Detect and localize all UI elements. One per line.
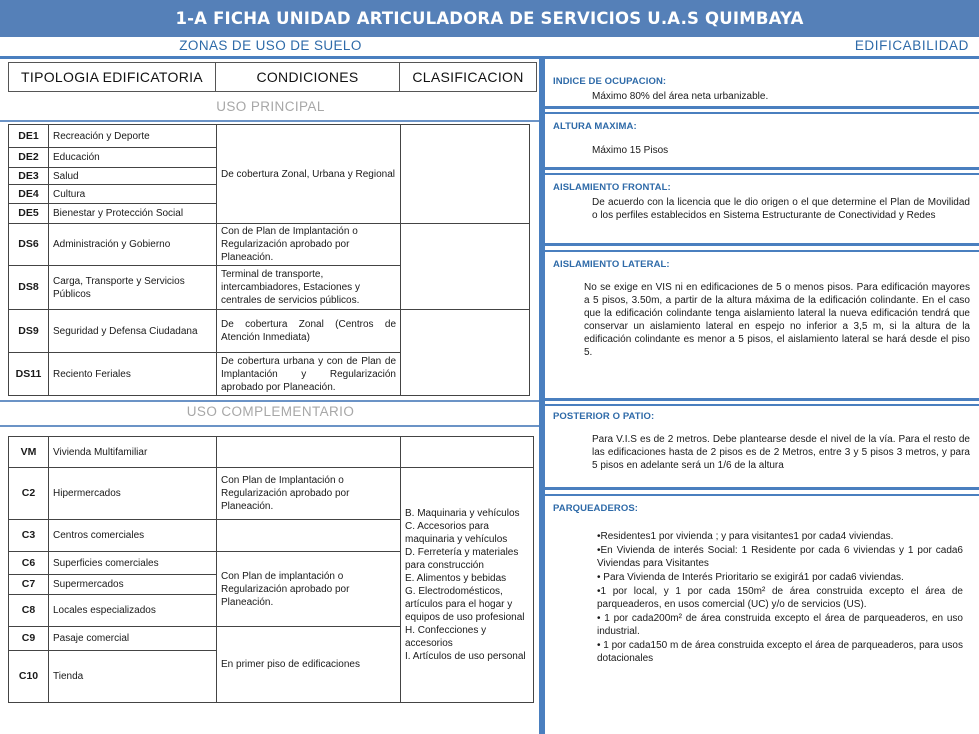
row-code: DS8: [9, 266, 49, 310]
uso-principal-table: [8, 124, 530, 396]
altura-heading: ALTURA MAXIMA:: [553, 121, 637, 132]
row-code: DE2: [9, 148, 49, 168]
row-name: Administración y Gobierno: [49, 224, 217, 266]
condition-cell: [217, 437, 401, 468]
indice-text: Máximo 80% del área neta urbanizable.: [592, 91, 769, 102]
posterior-text: Para V.I.S es de 2 metros. Debe plantearse desde el nivel de la vía. Para el resto de las edificaciones hasta de 2 pisos es de 2 Metros, entre 3 y 5 pisos 3 metros, y para 5 pisos en adelante será un 1/6 de la altura: [592, 434, 970, 471]
table-row: [9, 125, 530, 148]
row-code: DS9: [9, 310, 49, 353]
frontal-text: De acuerdo con la licencia que le dio origen o el que determine el Plan de Movilidad o los perfiles establecidos en Sistema Estructurante de Conectividad y Redes: [592, 197, 970, 221]
clasificacion-list: [401, 468, 534, 703]
list-item: •En Vivienda de interés Social: 1 Residente por cada 6 viviendas y 1 por cada6 Viviendas para Visitantes: [597, 545, 963, 569]
row-code: C2: [9, 468, 49, 520]
list-item: •Residentes1 por vivienda ; y para visitantes1 por cada4 viviendas.: [597, 531, 894, 542]
clasificacion-cell: [401, 224, 530, 310]
edificabilidad-label: EDIFICABILIDAD: [854, 38, 969, 53]
row-code: C8: [9, 595, 49, 627]
list-item: • 1 por cada200m² de área construida excepto el área de parqueaderos, en uso industrial.: [597, 613, 963, 637]
row-name: Centros comerciales: [49, 520, 217, 552]
row-code: DE5: [9, 204, 49, 224]
section-rule: [0, 425, 541, 427]
table-row: [9, 468, 534, 520]
row-code: C6: [9, 552, 49, 575]
section-rule: [545, 250, 979, 252]
row-code: DE3: [9, 168, 49, 185]
row-name: Pasaje comercial: [49, 627, 217, 651]
clasificacion-cell: [401, 310, 530, 396]
row-name: Educación: [49, 148, 217, 168]
condition-cell: Con Plan de implantación o Regularización aprobado por Planeación.: [217, 552, 401, 627]
row-name: Locales especializados: [49, 595, 217, 627]
uso-complementario-table: [8, 436, 534, 703]
section-rule: [0, 400, 541, 402]
row-name: Seguridad y Defensa Ciudadana: [49, 310, 217, 353]
row-name: Tienda: [49, 651, 217, 703]
frontal-heading: AISLAMIENTO FRONTAL:: [553, 182, 671, 193]
row-code: C3: [9, 520, 49, 552]
row-name: Superficies comerciales: [49, 552, 217, 575]
condition-cell: Con Plan de Implantación o Regularización aprobado por Planeación.: [217, 468, 401, 520]
section-rule: [0, 120, 541, 122]
parqueaderos-heading: PARQUEADEROS:: [553, 503, 639, 514]
table-header: [8, 62, 537, 92]
condition-cell: De cobertura Zonal (Centros de Atención Inmediata): [217, 310, 401, 353]
row-name: Recreación y Deporte: [49, 125, 217, 148]
section-rule: [545, 112, 979, 114]
condition-cell: [217, 520, 401, 552]
row-code: DE1: [9, 125, 49, 148]
row-code: C7: [9, 575, 49, 595]
condition-cell: De cobertura Zonal, Urbana y Regional: [217, 125, 401, 224]
row-name: Bienestar y Protección Social: [49, 204, 217, 224]
row-name: Salud: [49, 168, 217, 185]
table-row: [9, 224, 530, 266]
parqueaderos-list: [597, 530, 963, 666]
list-item: • 1 por cada150 m de área construida excepto el área de parqueaderos, para usos dotacionales: [597, 640, 963, 664]
column-separator: [539, 59, 545, 734]
clasificacion-text: B. Maquinaria y vehículos C. Accesorios para maquinaria y vehículos D. Ferretería y materiales para construcción E. Alimentos y bebidas G. Electrodomésticos, artículos para el hogar y equipos de uso profesional H. Confecciones y accesorios I. Artículos de uso personal: [405, 508, 526, 662]
section-rule: [545, 398, 979, 401]
row-code: C10: [9, 651, 49, 703]
section-rule: [545, 173, 979, 175]
row-code: DE4: [9, 185, 49, 204]
section-rule: [545, 494, 979, 496]
row-name: Supermercados: [49, 575, 217, 595]
zones-label: ZONAS DE USO DE SUELO: [179, 38, 362, 53]
row-code: DS11: [9, 353, 49, 396]
lateral-text: No se exige en VIS ni en edificaciones de 5 o menos pisos. Para edificación mayores a 5 pisos, 3.50m, a partir de la altura máxima de la edificación colindante. En el caso que la edificación colindante tenga aislamiento lateral la nueva edificación tendrá que conservar un aislamiento lateral en espejo no inferior a 3,5 m, si la altura de la edificación colindante es menor a 5 pisos, el aislamiento lateral se hará desde el piso 5.: [584, 282, 970, 358]
table-row: [9, 310, 530, 353]
list-item: • Para Vivienda de Interés Prioritario se exigirá1 por cada6 viviendas.: [597, 572, 904, 583]
section-rule: [545, 106, 979, 109]
row-name: Hipermercados: [49, 468, 217, 520]
posterior-heading: POSTERIOR O PATIO:: [553, 411, 655, 422]
condition-cell: De cobertura urbana y con de Plan de Implantación y Regularización aprobado por Planeación.: [217, 353, 401, 396]
indice-heading: INDICE DE OCUPACION:: [553, 76, 667, 87]
header-clasificacion: CLASIFICACION: [412, 69, 524, 85]
page-title: 1-A FICHA UNIDAD ARTICULADORA DE SERVICIOS U.A.S QUIMBAYA: [0, 0, 979, 37]
header-condiciones: CONDICIONES: [216, 63, 400, 91]
section-rule: [545, 487, 979, 490]
row-name: Cultura: [49, 185, 217, 204]
uso-principal-label: USO PRINCIPAL: [216, 99, 325, 114]
section-rule: [545, 167, 979, 170]
section-rule: [545, 404, 979, 406]
condition-cell: Terminal de transporte, intercambiadores, Estaciones y centrales de servicios públicos.: [217, 266, 401, 310]
clasificacion-cell: [401, 437, 534, 468]
row-name: Vivienda Multifamiliar: [49, 437, 217, 468]
header-tipologia: TIPOLOGIA EDIFICATORIA: [9, 63, 216, 91]
lateral-heading: AISLAMIENTO LATERAL:: [553, 259, 670, 270]
uso-complementario-label: USO COMPLEMENTARIO: [186, 404, 355, 419]
row-code: DS6: [9, 224, 49, 266]
condition-cell: En primer piso de edificaciones: [217, 627, 401, 703]
clasificacion-cell: [401, 125, 530, 224]
altura-text: Máximo 15 Pisos: [592, 145, 669, 156]
list-item: •1 por local, y 1 por cada 150m² de área construida excepto el área de parqueaderos, en usos comercial (UC) y/o de servicios (US).: [597, 586, 963, 610]
table-row: [9, 437, 534, 468]
condition-cell: Con de Plan de Implantación o Regularización aprobado por Planeación.: [217, 224, 401, 266]
row-name: Carga, Transporte y Servicios Públicos: [49, 266, 217, 310]
row-name: Reciento Feriales: [49, 353, 217, 396]
row-code: VM: [9, 437, 49, 468]
header-rule: [0, 56, 979, 59]
row-code: C9: [9, 627, 49, 651]
section-rule: [545, 243, 979, 246]
